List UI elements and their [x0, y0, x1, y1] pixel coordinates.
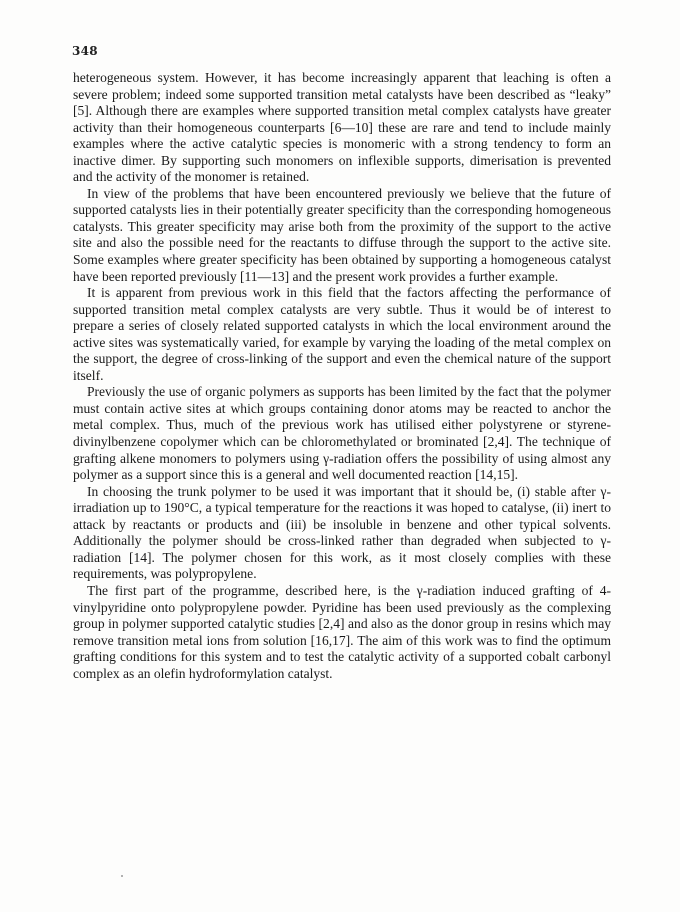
page-number: 348: [72, 44, 98, 58]
scan-speck: [121, 875, 123, 877]
paragraph-leaching: heterogeneous system. However, it has become increasingly apparent that leaching is often a severe problem; indeed some supported transition metal catalysts have been described as “leaky” [5]. Although there are examples where supported transition metal complex catalysts have greater activity than their homogeneous counterparts [6—10] these are rare and tend to include mainly examples where the active catalytic species is monomeric with a strong tendency to form an inactive dimer. By supporting such monomers on inflexible supports, dimerisation is prevented and the activity of the monomer is retained.: [73, 70, 611, 185]
paragraph-subtle-factors: It is apparent from previous work in this field that the factors affecting the performance of supported transition metal complex catalysts are very subtle. Thus it would be of interest to prepare a series of closely related supported catalysts in which the local environment around the active sites was systematically varied, for example by varying the loading of the metal complex on the support, the degree of cross-linking of the support and even the chemical nature of the support itself.: [73, 285, 611, 383]
body-text: [73, 70, 611, 682]
paragraph-specificity: In view of the problems that have been encountered previously we believe that the future of supported catalysts lies in their potentially greater specificity than the corresponding homogeneous catalysts. This greater specificity may arise both from the proximity of the support to the active site and also the possible need for the reactants to diffuse through the support to the active site. Some examples where greater specificity has been obtained by supporting a homogeneous catalyst have been reported previously [11—13] and the present work provides a further example.: [73, 185, 611, 284]
paragraph-organic-polymers: Previously the use of organic polymers as supports has been limited by the fact that the polymer must contain active sites at which groups containing donor atoms may be reacted to anchor the metal complex. Thus, much of the previous work has utilised either polystyrene or styrene-divinylbenzene copolymer which can be chloromethylated or brominated [2,4]. The technique of grafting alkene monomers to polymers using γ-radiation offers the possibility of using almost any polymer as a support since this is a general and well documented reaction [14,15].: [73, 384, 611, 483]
paragraph-programme: The first part of the programme, described here, is the γ-radiation induced grafting of 4-vinylpyridine onto polypropylene powder. Pyridine has been used previously as the complexing group in polymer supported catalytic studies [2,4] and also as the donor group in resins which may remove transition metal ions from solution [16,17]. The aim of this work was to find the optimum grafting conditions for this system and to test the catalytic activity of a supported cobalt carbonyl complex as an olefin hydroformylation catalyst.: [73, 582, 611, 681]
paragraph-trunk-polymer: In choosing the trunk polymer to be used it was important that it should be, (i) stable after γ-irradiation up to 190°C, a typical temperature for the reactions it was hoped to catalyse, (ii) inert to attack by reactants or products and (iii) be insoluble in benzene and other typical solvents. Additionally the polymer should be cross-linked rather than degraded when subjected to γ-radiation [14]. The polymer chosen for this work, as it most closely complies with these requirements, was polypropylene.: [73, 483, 611, 582]
